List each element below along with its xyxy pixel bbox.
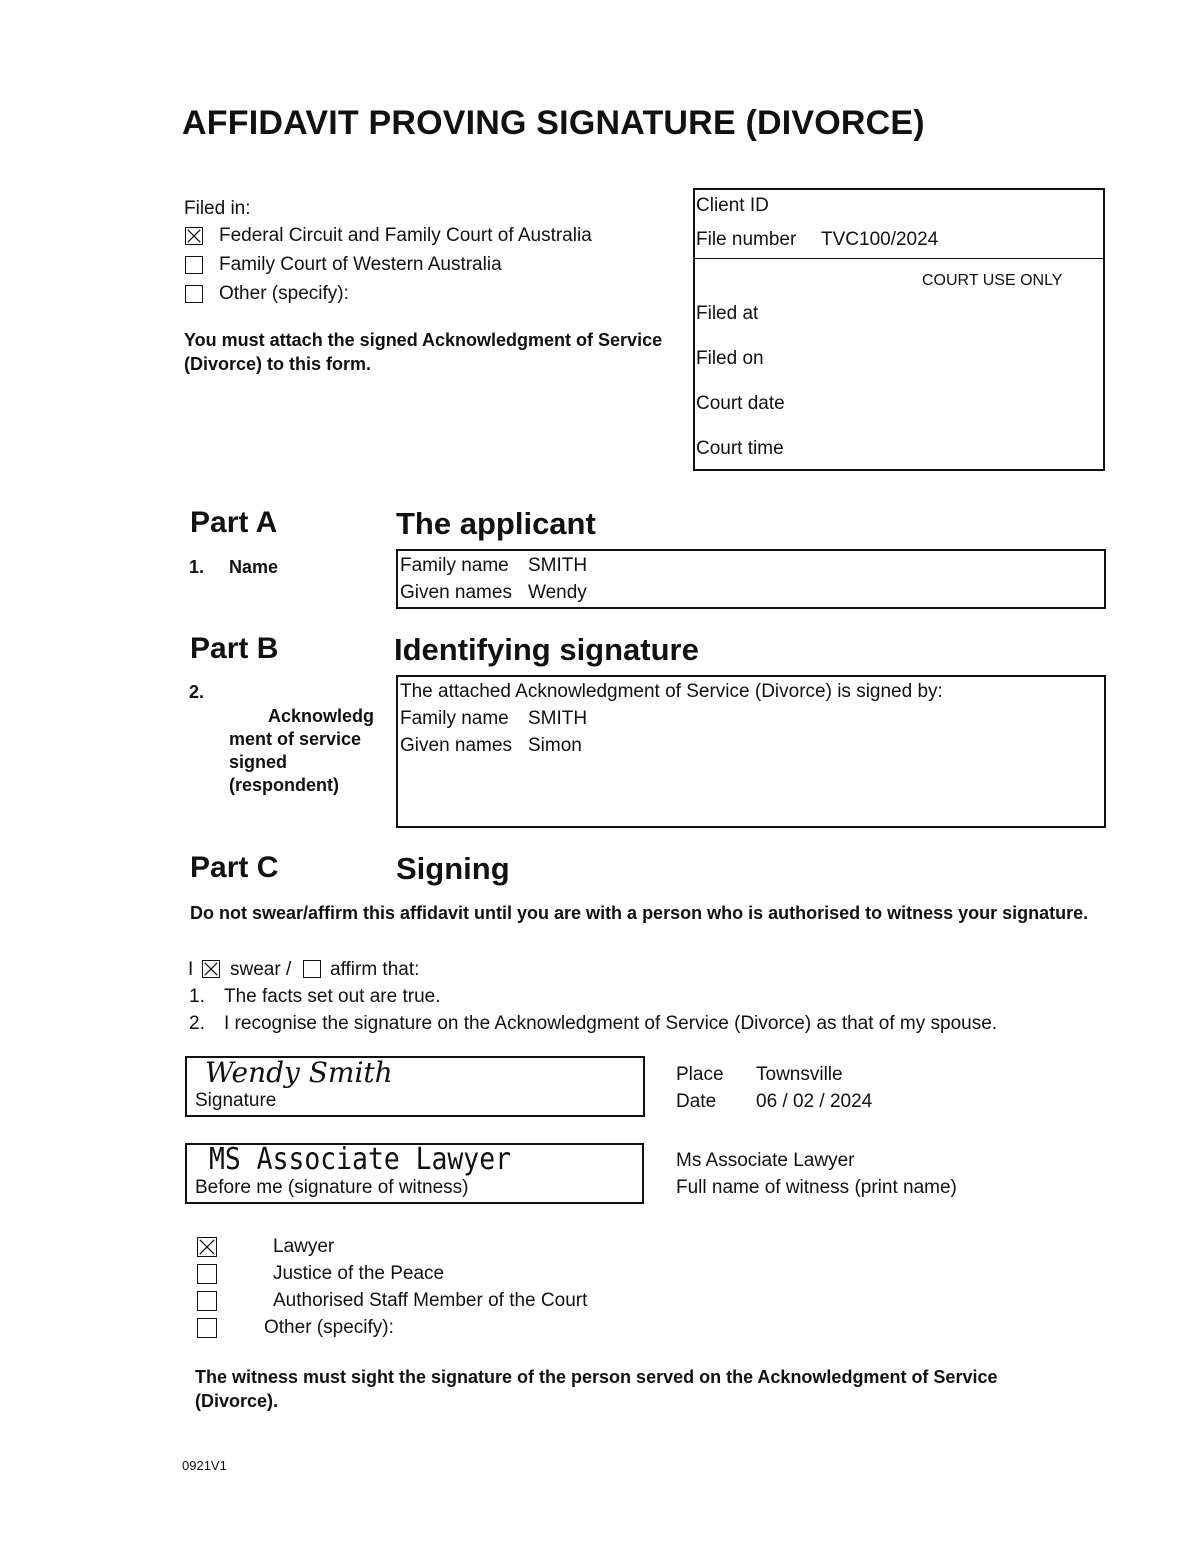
filed-in-option-fcfca-checkbox[interactable] <box>185 227 203 245</box>
part-b-label: Part B <box>190 632 279 665</box>
oath-prefix: I <box>188 959 194 980</box>
filed-in-label: Filed in: <box>184 198 251 219</box>
court-use-only-label: COURT USE ONLY <box>922 272 1063 289</box>
applicant-given-names-label: Given names <box>400 582 512 603</box>
deponent-signature: Wendy Smith <box>205 1056 393 1089</box>
witness-type-other-label: Other (specify): <box>264 1317 394 1338</box>
check-x-icon <box>198 1238 216 1256</box>
filed-in-option-fcfca-label: Federal Circuit and Family Court of Australia <box>219 225 592 246</box>
part-b-title: Identifying signature <box>394 632 699 667</box>
date-label: Date <box>676 1091 717 1112</box>
witness-signature: MS Associate Lawyer <box>209 1142 511 1177</box>
part-a-item-label: Name <box>229 557 279 577</box>
witness-type-lawyer-checkbox[interactable] <box>197 1237 217 1257</box>
file-number-label: File number <box>696 229 797 250</box>
part-b-item-number: 2. <box>189 682 205 702</box>
part-b-item-label-line3: signed <box>229 752 288 772</box>
swear-checkbox[interactable] <box>202 960 220 978</box>
part-b-item-label-line2: ment of service <box>229 729 362 749</box>
applicant-family-name-label: Family name <box>400 555 509 576</box>
statement-1-text: The facts set out are true. <box>224 986 441 1007</box>
applicant-given-names-value[interactable]: Wendy <box>528 582 587 603</box>
witness-type-staff-label: Authorised Staff Member of the Court <box>273 1290 588 1311</box>
signature-label: Signature <box>195 1090 277 1111</box>
filed-at-label: Filed at <box>696 303 759 324</box>
filed-in-option-other-label: Other (specify): <box>219 283 349 304</box>
witness-type-other-checkbox[interactable] <box>197 1318 217 1338</box>
respondent-given-names-label: Given names <box>400 735 512 756</box>
affirm-checkbox[interactable] <box>303 960 321 978</box>
client-id-label: Client ID <box>696 195 769 216</box>
part-b-item-label-line1: Acknowledg <box>268 706 375 726</box>
place-value[interactable]: Townsville <box>756 1064 843 1085</box>
court-date-label: Court date <box>696 393 785 414</box>
respondent-given-names-value[interactable]: Simon <box>528 735 582 756</box>
date-value[interactable]: 06 / 02 / 2024 <box>756 1091 873 1112</box>
statement-1-num: 1. <box>189 986 205 1007</box>
attach-notice: You must attach the signed Acknowledgment of Service (Divorce) to this form. <box>184 330 663 374</box>
page-title: AFFIDAVIT PROVING SIGNATURE (DIVORCE) <box>182 104 925 142</box>
footer-form-code: 0921V1 <box>182 1458 227 1473</box>
swear-label: swear / <box>230 959 292 980</box>
court-box-divider <box>695 258 1103 259</box>
applicant-family-name-value[interactable]: SMITH <box>528 555 588 576</box>
witness-signature-label: Before me (signature of witness) <box>195 1177 469 1198</box>
witness-type-jp-checkbox[interactable] <box>197 1264 217 1284</box>
respondent-family-name-label: Family name <box>400 708 509 729</box>
witness-notice: The witness must sight the signature of the person served on the Acknowledgment of Service (Divorce). <box>195 1367 998 1411</box>
witness-type-staff-checkbox[interactable] <box>197 1291 217 1311</box>
affirm-label: affirm that: <box>330 959 420 980</box>
filed-in-option-fcwa-label: Family Court of Western Australia <box>219 254 502 275</box>
filed-in-option-fcwa-checkbox[interactable] <box>185 256 203 274</box>
swear-warning: Do not swear/affirm this affidavit until you are with a person who is authorised to witness your signature. <box>190 903 1089 923</box>
file-number-value: TVC100/2024 <box>821 229 939 250</box>
check-x-icon <box>203 961 219 977</box>
court-time-label: Court time <box>696 438 784 459</box>
filed-on-label: Filed on <box>696 348 764 369</box>
witness-name-value[interactable]: Ms Associate Lawyer <box>676 1150 855 1171</box>
part-c-label: Part C <box>190 851 279 884</box>
part-a-item-number: 1. <box>189 557 205 577</box>
respondent-intro: The attached Acknowledgment of Service (Divorce) is signed by: <box>400 681 943 702</box>
filed-in-option-other-checkbox[interactable] <box>185 285 203 303</box>
respondent-family-name-value[interactable]: SMITH <box>528 708 588 729</box>
statement-2-num: 2. <box>189 1013 205 1034</box>
part-c-title: Signing <box>396 851 510 886</box>
part-b-item-label-line4: (respondent) <box>229 775 339 795</box>
witness-type-jp-label: Justice of the Peace <box>273 1263 445 1284</box>
place-label: Place <box>676 1064 724 1085</box>
statement-2-text: I recognise the signature on the Acknowledgment of Service (Divorce) as that of my spouse. <box>224 1013 998 1034</box>
witness-type-lawyer-label: Lawyer <box>273 1236 335 1257</box>
witness-name-label: Full name of witness (print name) <box>676 1177 957 1198</box>
check-x-icon <box>186 228 202 244</box>
part-a-title: The applicant <box>396 506 596 541</box>
part-a-label: Part A <box>190 506 278 539</box>
